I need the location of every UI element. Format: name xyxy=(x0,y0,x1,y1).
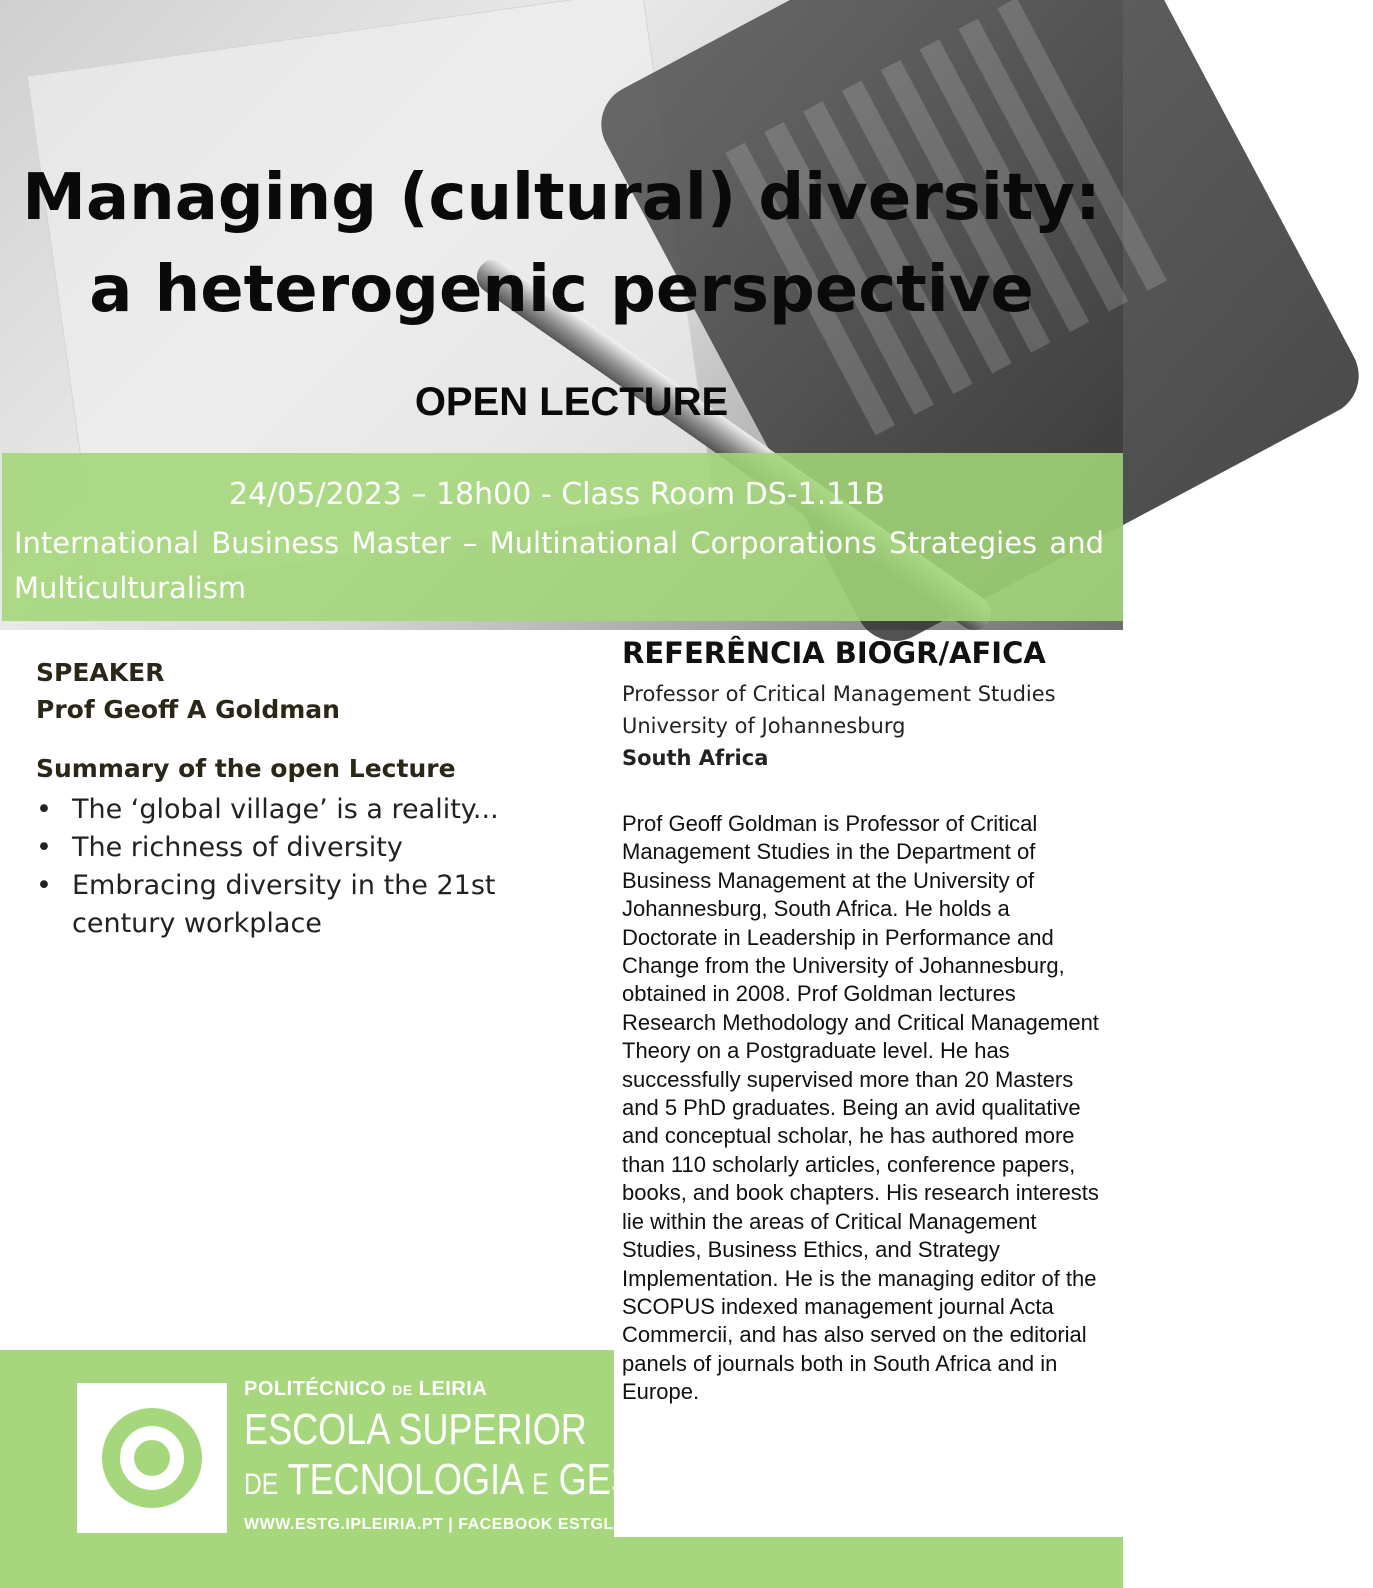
bio-text: Prof Geoff Goldman is Professor of Critical Management Studies in the Department of Business Management at the University of Johannesburg, South Africa. He holds a Doctorate in Leadership in Performance and Change from the University of Johannesburg, obtained in 2008. Prof Goldman lectures Research Methodology and Critical Management Theory on a Postgraduate level. He has successfully supervised more than 20 Masters and 5 PhD graduates. Being an avid qualitative and conceptual scholar, he has authored more than 110 scholarly articles, conference papers, books, and book chapters. His research interests lie within the areas of Critical Management Studies, Business Ethics, and Strategy Implementation. He is the managing editor of the SCOPUS indexed management journal Acta Commercii, and has also served on the editorial panels of journals both in South Africa and in Europe. xyxy=(622,811,1099,1405)
event-program: International Business Master – Multinational Corporations Strategies and Multiculturalism xyxy=(14,526,1104,605)
school-logo xyxy=(77,1383,227,1533)
lecture-title xyxy=(0,152,1123,336)
footer-strip xyxy=(614,1537,1123,1588)
bullet-icon: • xyxy=(36,870,52,901)
event-info-band xyxy=(2,453,1123,621)
title-line-1: Managing (cultural) diversity: xyxy=(22,161,1101,235)
website-link[interactable]: WWW.ESTG.IPLEIRIA.PT xyxy=(244,1516,444,1533)
summary-list xyxy=(36,791,596,943)
school-web-links xyxy=(244,1516,650,1534)
bio-heading: REFERÊNCIA BIOGR/AFICA xyxy=(622,636,1046,670)
facebook-link[interactable]: | FACEBOOK ESTGLeiria xyxy=(448,1516,650,1533)
list-item: • Embracing diversity in the 21st century workplace xyxy=(36,867,596,943)
bullet-icon: • xyxy=(36,832,52,863)
speaker-section xyxy=(36,658,596,943)
bio-section xyxy=(622,636,1102,1407)
title-line-2: a heterogenic perspective xyxy=(89,253,1034,327)
school-name-line-2: DE TECNOLOGIA E GESTÃO xyxy=(244,1455,709,1504)
event-datetime: 24/05/2023 – 18h00 - Class Room DS-1.11B xyxy=(228,477,885,512)
bio-institution: University of Johannesburg xyxy=(622,714,906,738)
logo-dot-icon xyxy=(134,1440,170,1476)
bio-country: South Africa xyxy=(622,746,769,770)
list-item: • The richness of diversity xyxy=(36,829,596,867)
speaker-label: SPEAKER xyxy=(36,658,165,687)
bullet-icon: • xyxy=(36,794,52,825)
school-name-line-1: ESCOLA SUPERIOR xyxy=(244,1405,587,1454)
school-name-block xyxy=(244,1378,709,1538)
polytechnic-name: POLITÉCNICO DE LEIRIA xyxy=(244,1378,488,1400)
list-item: • The ‘global village’ is a reality... xyxy=(36,791,596,829)
speaker-name: Prof Geoff A Goldman xyxy=(36,695,340,724)
summary-title: Summary of the open Lecture xyxy=(36,754,456,783)
lecture-type: OPEN LECTURE xyxy=(414,380,729,424)
bio-role: Professor of Critical Management Studies xyxy=(622,682,1056,706)
